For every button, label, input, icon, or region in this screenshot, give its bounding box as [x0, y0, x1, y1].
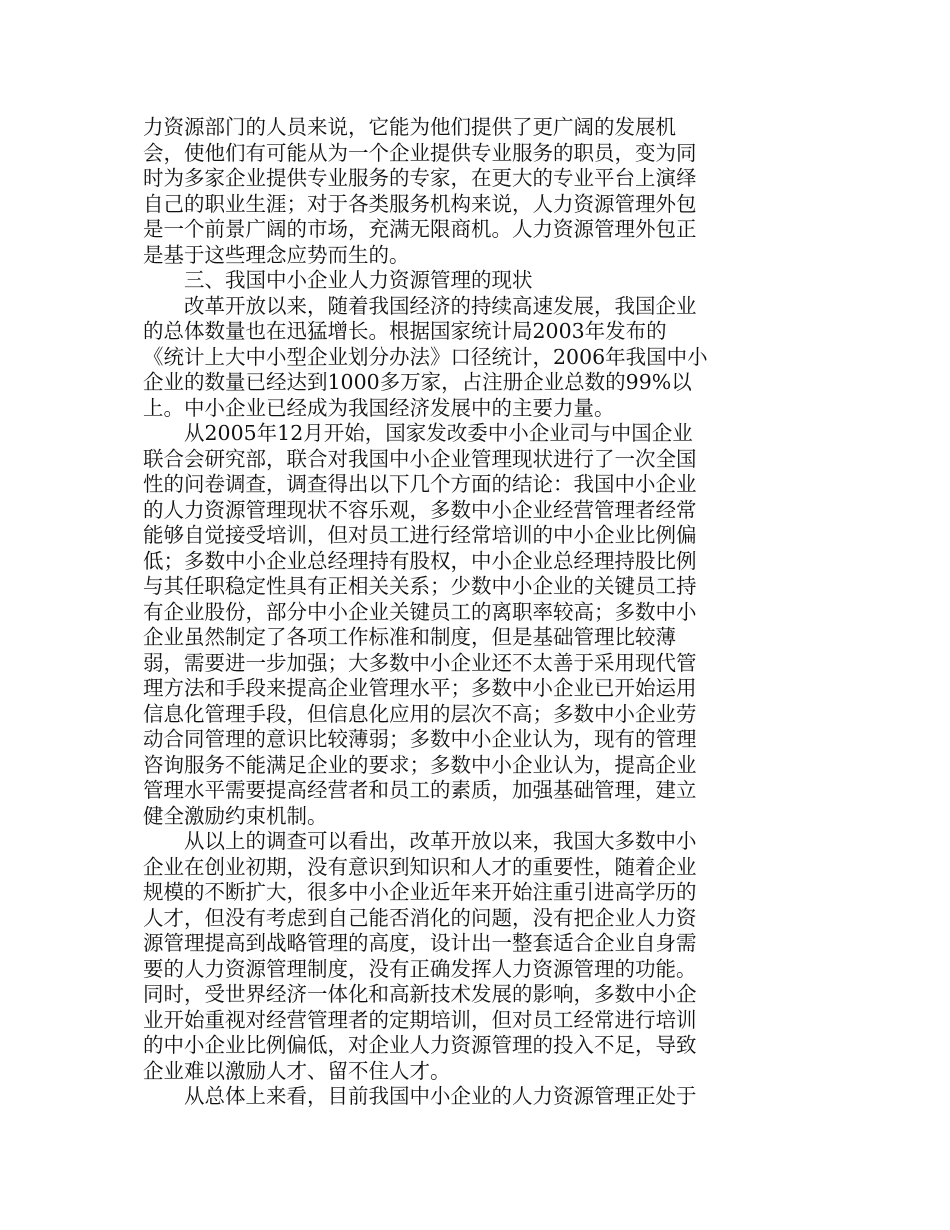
text-line: 的人力资源管理现状不容乐观，多数中小企业经营管理者经常 — [143, 497, 697, 522]
text-line: 自己的职业生涯；对于各类服务机构来说，人力资源管理外包 — [143, 191, 697, 216]
document-body-text — [143, 115, 743, 1110]
text-line: 理方法和手段来提高企业管理水平；多数中小企业已开始运用 — [143, 676, 697, 700]
text-line: 时为多家企业提供专业服务的专家，在更大的专业平台上演绎 — [143, 166, 697, 190]
text-line: 源管理提高到战略管理的高度，设计出一整套适合企业自身需 — [143, 931, 697, 955]
text-line: 同时，受世界经济一体化和高新技术发展的影响，多数中小企 — [143, 982, 697, 1006]
text-line: 三、我国中小企业人力资源管理的现状 — [184, 268, 533, 292]
text-line: 从总体上来看，目前我国中小企业的人力资源管理正处于 — [184, 1084, 697, 1108]
text-line: 的中小企业比例偏低，对企业人力资源管理的投入不足，导致 — [143, 1033, 697, 1057]
text-line: 有企业股份，部分中小企业关键员工的离职率较高；多数中小 — [143, 599, 697, 624]
text-line: 企业的数量已经达到1000多万家，占注册企业总数的99%以 — [143, 370, 692, 394]
text-line: 业开始重视对经营管理者的定期培训，但对员工经常进行培训 — [143, 1007, 697, 1032]
text-line: 是一个前景广阔的市场，充满无限商机。人力资源管理外包正 — [143, 217, 697, 241]
text-line: 企业难以激励人才、留不住人才。 — [143, 1058, 451, 1083]
text-line: 的总体数量也在迅猛增长。根据国家统计局2003年发布的 — [143, 319, 667, 343]
text-line: 信息化管理手段，但信息化应用的层次不高；多数中小企业劳 — [143, 701, 697, 726]
text-line: 上。中小企业已经成为我国经济发展中的主要力量。 — [143, 395, 615, 420]
text-line: 与其任职稳定性具有正相关关系；少数中小企业的关键员工持 — [143, 574, 697, 598]
text-line: 规模的不断扩大，很多中小企业近年来开始注重引进高学历的 — [143, 880, 697, 904]
text-line: 企业虽然制定了各项工作标准和制度，但是基础管理比较薄 — [143, 625, 676, 649]
text-line: 健全激励约束机制。 — [143, 803, 328, 828]
text-line: 改革开放以来，随着我国经济的持续高速发展，我国企业 — [184, 293, 697, 318]
text-line: 人才，但没有考虑到自己能否消化的问题，没有把企业人力资 — [143, 905, 697, 930]
text-line: 是基于这些理念应势而生的。 — [143, 242, 410, 267]
text-line: 动合同管理的意识比较薄弱；多数中小企业认为，现有的管理 — [143, 727, 697, 751]
text-line: 联合会研究部，联合对我国中小企业管理现状进行了一次全国 — [143, 446, 697, 471]
text-line: 会，使他们有可能从为一个企业提供专业服务的职员，变为同 — [143, 140, 697, 165]
text-line: 性的问卷调查，调查得出以下几个方面的结论：我国中小企业 — [143, 472, 697, 496]
text-line: 要的人力资源管理制度，没有正确发挥人力资源管理的功能。 — [143, 956, 697, 981]
text-line: 弱，需要进一步加强；大多数中小企业还不太善于采用现代管 — [143, 650, 697, 675]
text-line: 咨询服务不能满足企业的要求；多数中小企业认为，提高企业 — [143, 752, 697, 777]
text-line: 从以上的调查可以看出，改革开放以来，我国大多数中小 — [184, 829, 697, 853]
text-line: 低；多数中小企业总经理持有股权，中小企业总经理持股比例 — [143, 548, 697, 573]
text-line: 《统计上大中小型企业划分办法》口径统计，2006年我国中小 — [143, 344, 708, 369]
text-line: 企业在创业初期，没有意识到知识和人才的重要性，随着企业 — [143, 854, 697, 879]
text-line: 从2005年12月开始，国家发改委中小企业司与中国企业 — [184, 421, 693, 445]
text-line: 能够自觉接受培训，但对员工进行经常培训的中小企业比例偏 — [143, 523, 697, 547]
text-line: 力资源部门的人员来说，它能为他们提供了更广阔的发展机 — [143, 115, 676, 139]
text-line: 管理水平需要提高经营者和员工的素质，加强基础管理，建立 — [143, 778, 697, 802]
